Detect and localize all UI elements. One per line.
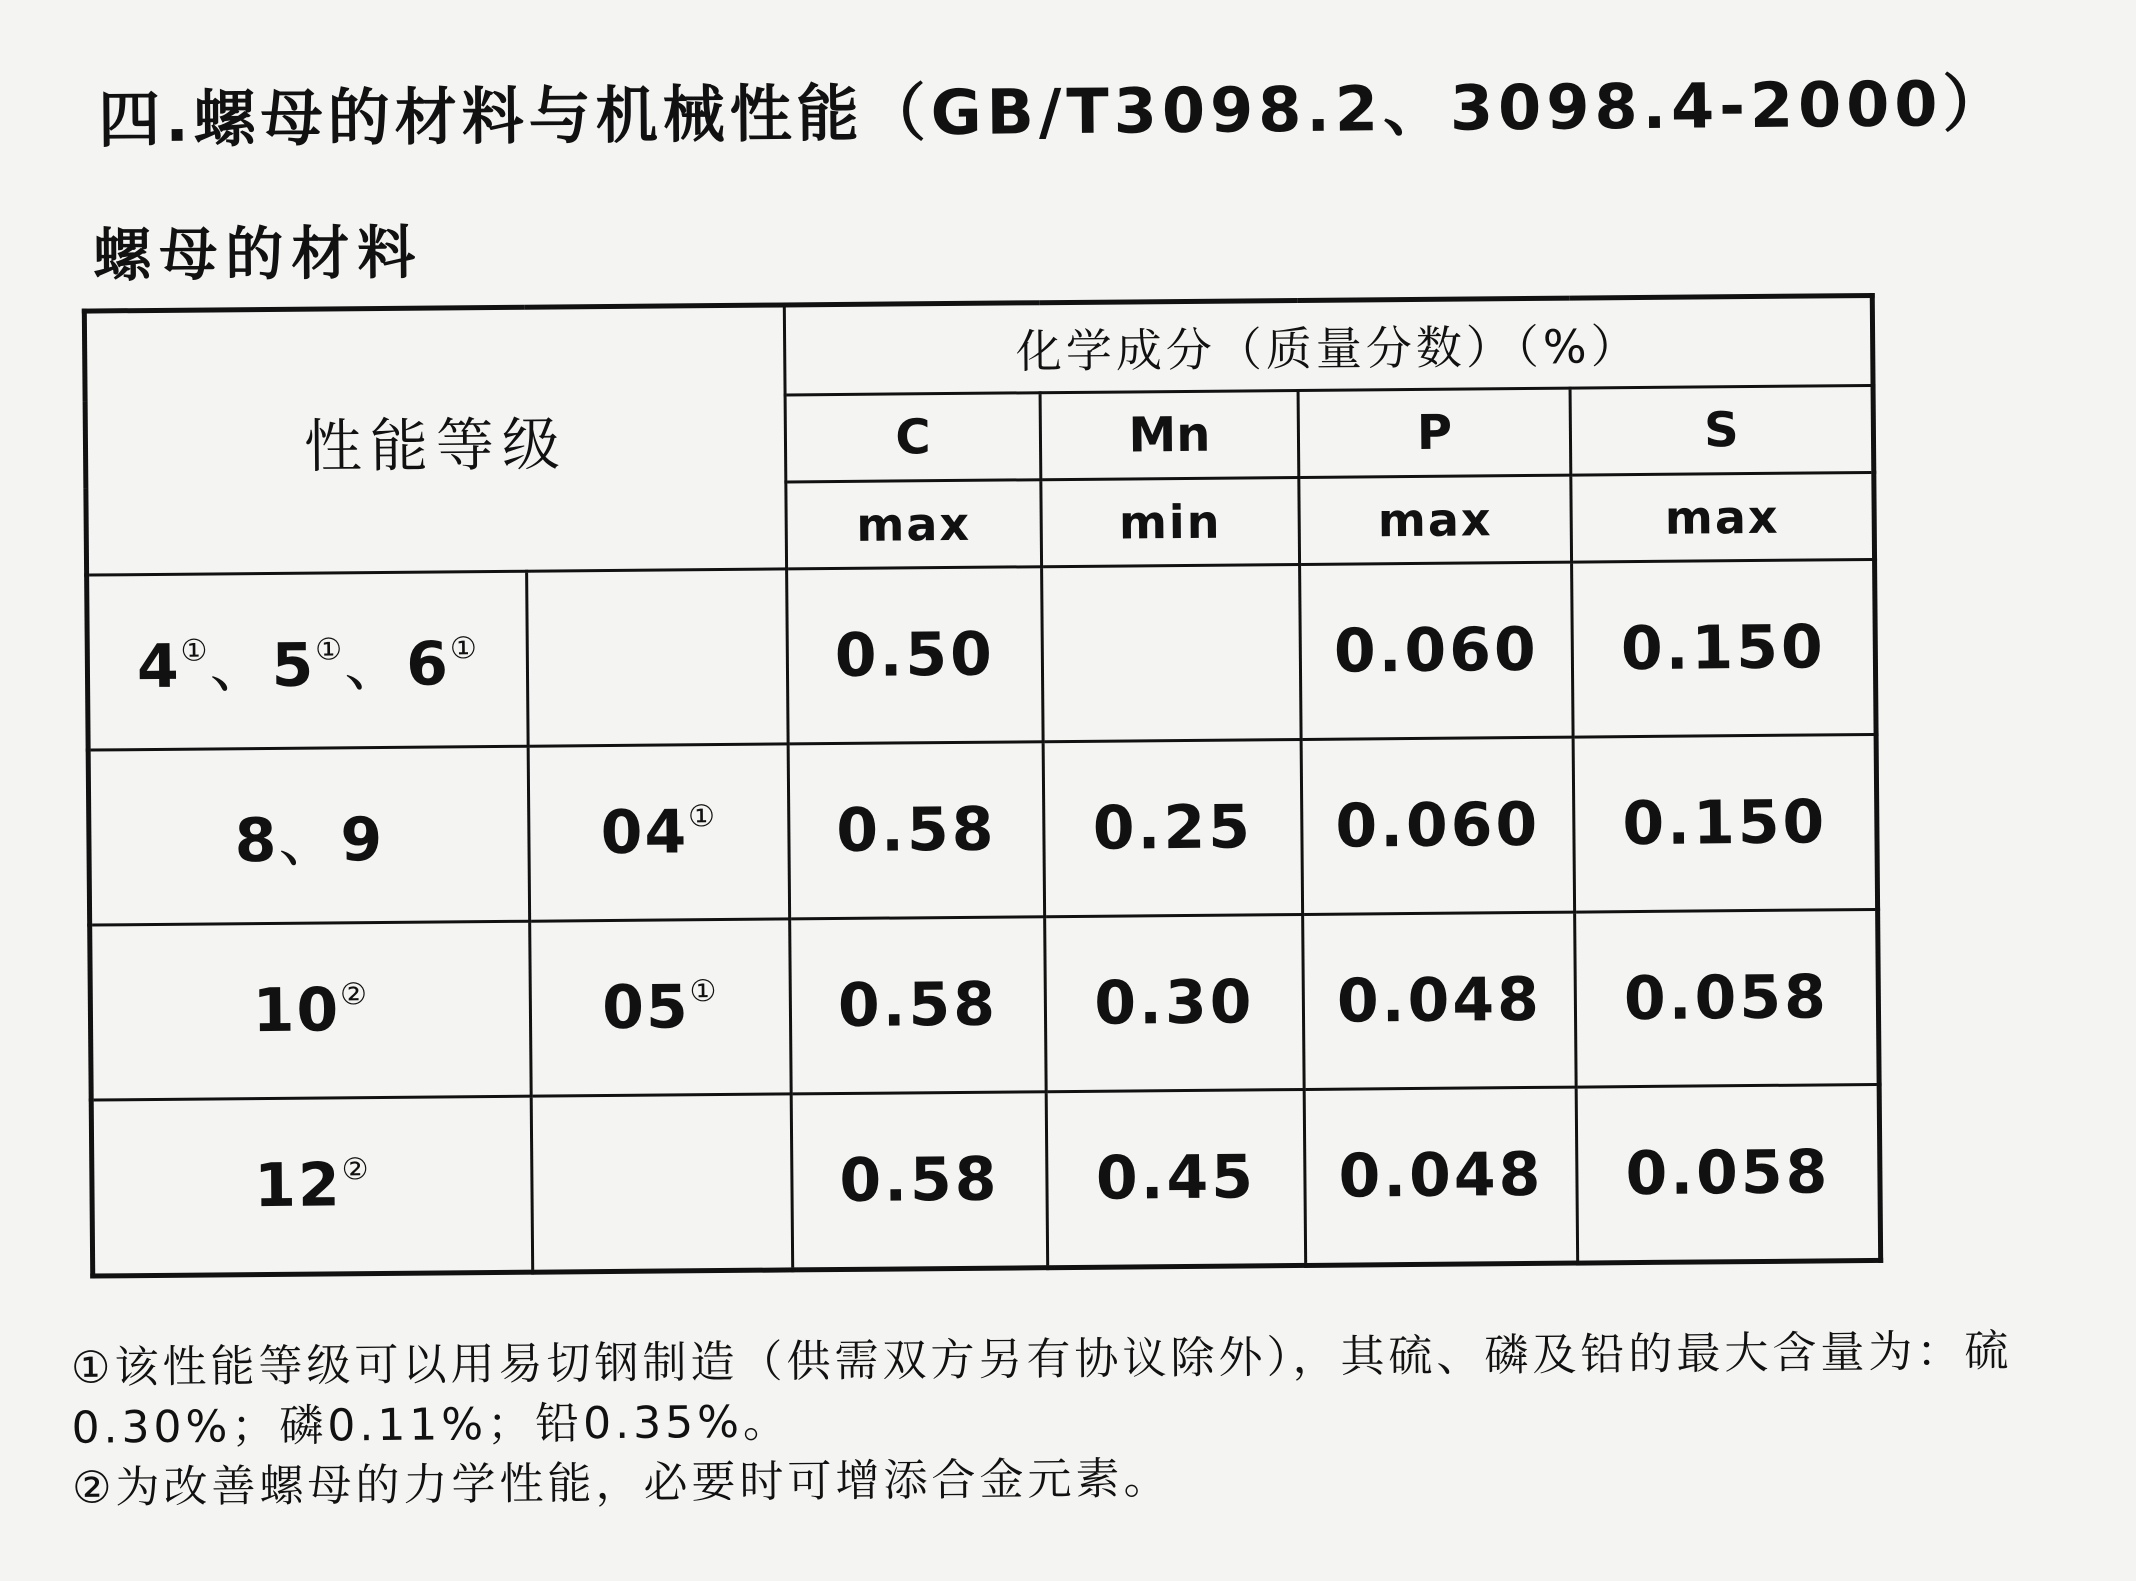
- footnote-mark: ②: [339, 977, 370, 1013]
- grade-value: 4: [136, 631, 181, 703]
- value-p: 0.060: [1300, 562, 1574, 739]
- value-mn: 0.45: [1046, 1089, 1306, 1267]
- grade-value: 9: [340, 804, 385, 876]
- grade-value: 12: [253, 1150, 343, 1222]
- table-row: [90, 909, 1880, 1100]
- grade-alt-cell: [530, 919, 792, 1096]
- grade-value: 10: [252, 975, 341, 1047]
- value-p: 0.048: [1303, 912, 1577, 1089]
- value-c: 0.58: [791, 1092, 1048, 1270]
- value-s: 0.150: [1573, 734, 1878, 912]
- value-p: 0.060: [1301, 737, 1575, 914]
- grade-alt-cell: [528, 744, 790, 921]
- limit-p: max: [1299, 475, 1572, 564]
- value-s: 0.058: [1576, 1084, 1881, 1263]
- grade-separator: 、: [209, 630, 272, 702]
- footnote-mark: ①: [180, 633, 210, 669]
- value-mn: 0.30: [1045, 914, 1305, 1091]
- table-row: [91, 1084, 1881, 1276]
- materials-table: [82, 293, 1883, 1279]
- value-c: 0.58: [790, 917, 1047, 1094]
- footnote-1: ①该性能等级可以用易切钢制造（供需双方另有协议除外），其硫、磷及铅的最大含量为：硫0.30%；磷0.11%；铅0.35%。: [70, 1325, 2013, 1454]
- grade-value: 05: [601, 972, 691, 1044]
- grade-cell: [91, 1096, 533, 1276]
- grade-cell: [87, 571, 529, 750]
- chemical-composition-header: 化学成分（质量分数）（%）: [784, 295, 1873, 394]
- value-p: 0.048: [1304, 1087, 1578, 1265]
- value-s: 0.150: [1572, 559, 1877, 737]
- grade-separator: 、: [343, 629, 407, 701]
- footnote-mark: ①: [449, 631, 479, 667]
- grade-header: 性能等级: [84, 305, 786, 575]
- section-heading: 四.螺母的材料与机械性能（GB/T3098.2、3098.4-2000）: [97, 66, 2010, 157]
- subsection-heading: 螺母的材料: [93, 218, 424, 290]
- grade-value: 5: [271, 630, 316, 701]
- grade-alt-cell: [531, 1094, 793, 1272]
- element-header-p: P: [1298, 388, 1571, 477]
- grade-separator: 、: [278, 805, 341, 876]
- value-c: 0.50: [787, 567, 1044, 744]
- value-mn: 0.25: [1043, 739, 1303, 916]
- element-header-s: S: [1570, 385, 1874, 475]
- limit-s: max: [1571, 472, 1875, 562]
- grade-cell: [88, 746, 530, 925]
- element-header-c: C: [785, 393, 1041, 482]
- grade-value: 6: [405, 629, 451, 700]
- grade-value: 8: [234, 805, 279, 877]
- value-c: 0.58: [788, 742, 1045, 919]
- footnote-mark: ①: [689, 974, 719, 1010]
- footnote-mark: ①: [315, 632, 345, 668]
- footnote-2: ②为改善螺母的力学性能，必要时可增添合金元素。: [71, 1453, 1172, 1514]
- element-header-mn: Mn: [1040, 390, 1299, 479]
- value-s: 0.058: [1575, 909, 1880, 1087]
- footnotes: [71, 1321, 2112, 1519]
- limit-mn: min: [1041, 477, 1300, 566]
- grade-cell: [90, 921, 532, 1100]
- grade-alt-cell: [527, 569, 789, 746]
- table-row: [87, 559, 1877, 750]
- limit-c: max: [786, 480, 1042, 569]
- grade-value: 04: [600, 797, 689, 869]
- footnote-mark: ②: [341, 1152, 371, 1188]
- materials-table-container: [82, 293, 1878, 1279]
- value-mn: [1042, 564, 1302, 741]
- table-row: [88, 734, 1878, 925]
- footnote-mark: ①: [687, 799, 718, 835]
